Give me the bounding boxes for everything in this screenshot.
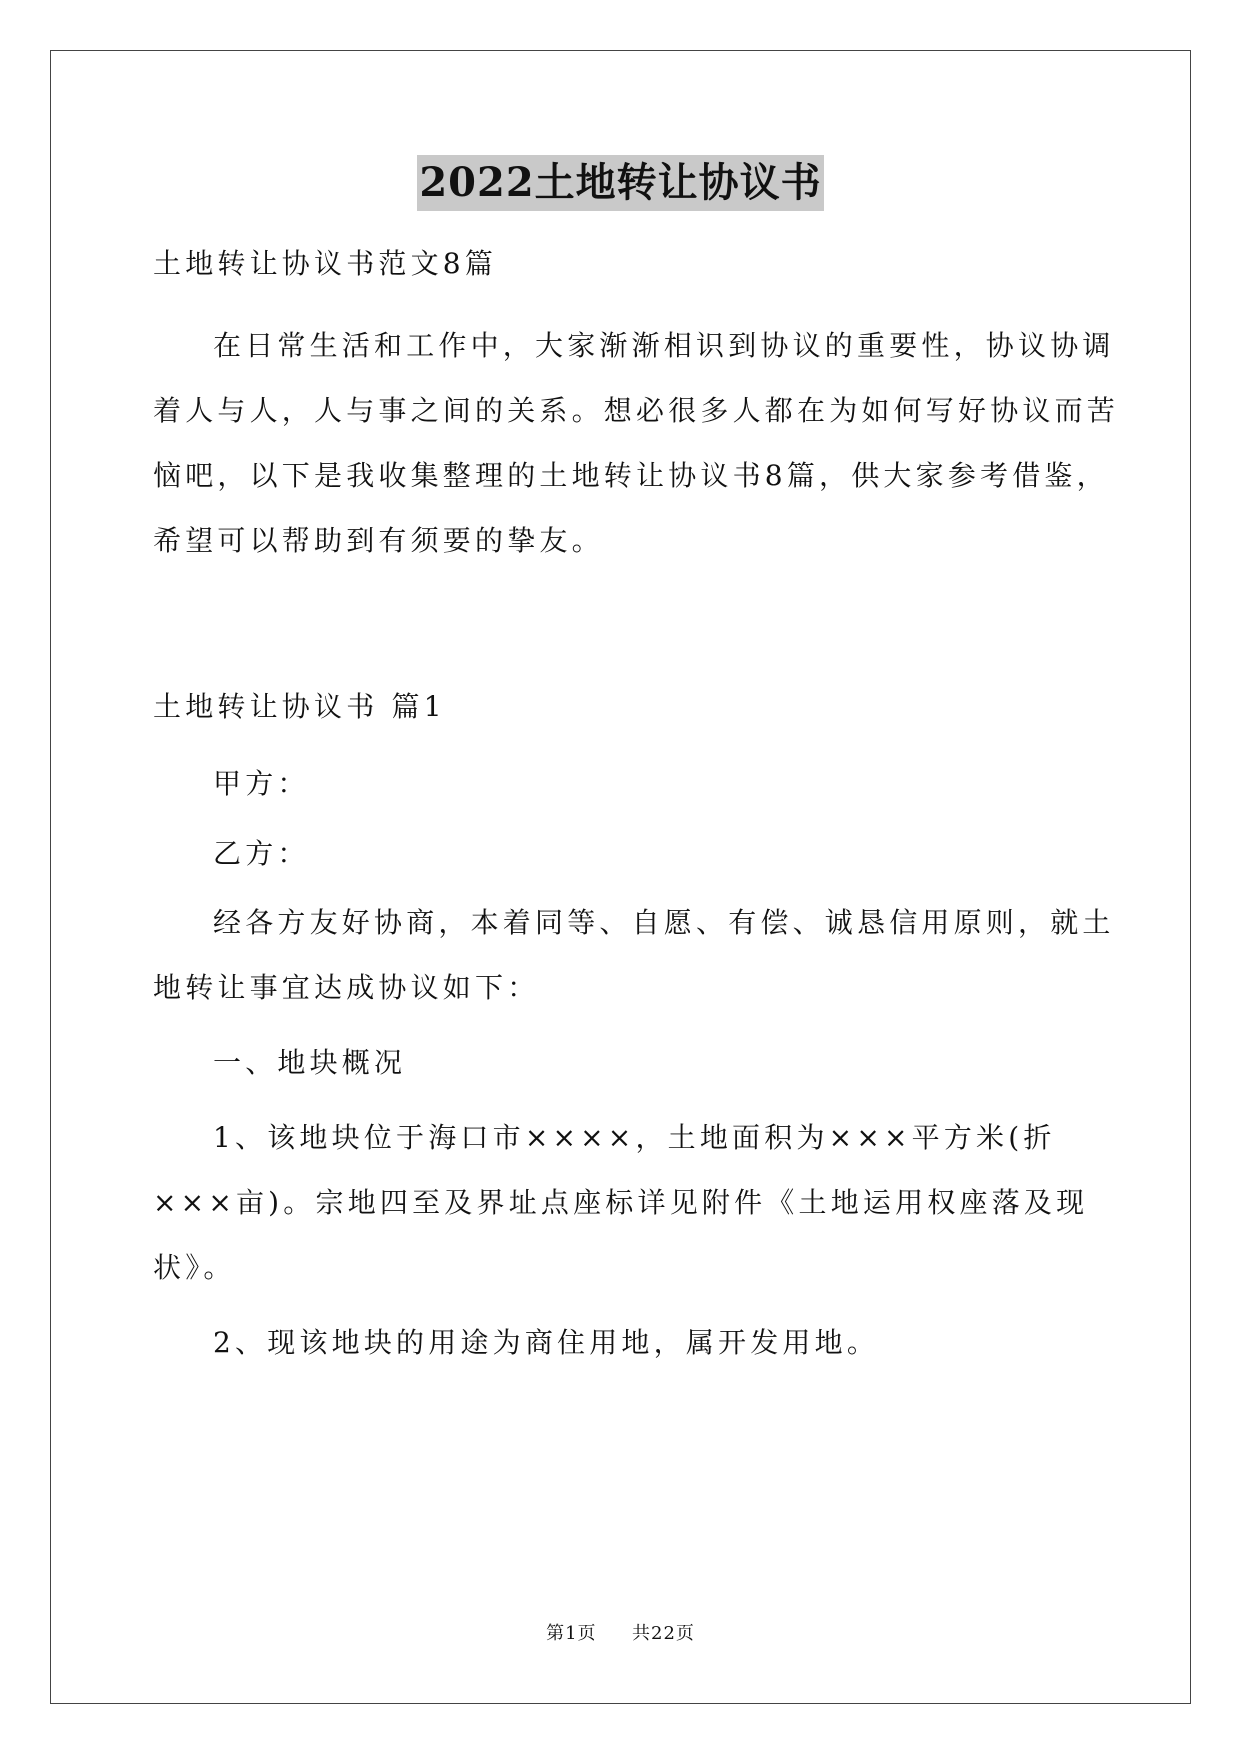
party-b-label: 乙方：	[213, 837, 310, 870]
clause-2-line-1: 2、现该地块的用途为商住用地，属开发用地。	[213, 1326, 880, 1359]
page-current: 第1页	[546, 1623, 597, 1644]
agreement-paragraph-line-1: 经各方友好协商，本着同等、自愿、有偿、诚恳信用原则，就土	[213, 906, 1115, 939]
intro-paragraph-line-3: 恼吧，以下是我收集整理的土地转让协议书8篇，供大家参考借鉴，	[153, 459, 1109, 492]
page-border	[50, 50, 1191, 1704]
clause-1-line-3: 状》。	[153, 1251, 236, 1284]
page-total: 共22页	[632, 1623, 695, 1644]
clause-1-line-1: 1、该地块位于海口市××××，土地面积为×××平方米(折	[213, 1121, 1056, 1154]
subtitle-line: 土地转让协议书范文8篇	[153, 247, 498, 280]
section-heading: 土地转让协议书 篇1	[153, 690, 446, 723]
intro-paragraph-line-2: 着人与人，人与事之间的关系。想必很多人都在为如何写好协议而苦	[153, 394, 1120, 427]
title-container	[0, 155, 1241, 211]
intro-paragraph-line-4: 希望可以帮助到有须要的挚友。	[153, 524, 604, 557]
clause-1-line-2: ×××亩)。宗地四至及界址点座标详见附件《土地运用权座落及现	[153, 1186, 1089, 1219]
page-footer	[0, 1622, 1241, 1646]
party-a-label: 甲方：	[213, 767, 310, 800]
intro-paragraph-line-1: 在日常生活和工作中，大家渐渐相识到协议的重要性，协议协调	[213, 329, 1115, 362]
clause-heading: 一、地块概况	[213, 1046, 407, 1079]
agreement-paragraph-line-2: 地转让事宜达成协议如下：	[153, 971, 540, 1004]
document-title: 2022土地转让协议书	[417, 155, 823, 211]
